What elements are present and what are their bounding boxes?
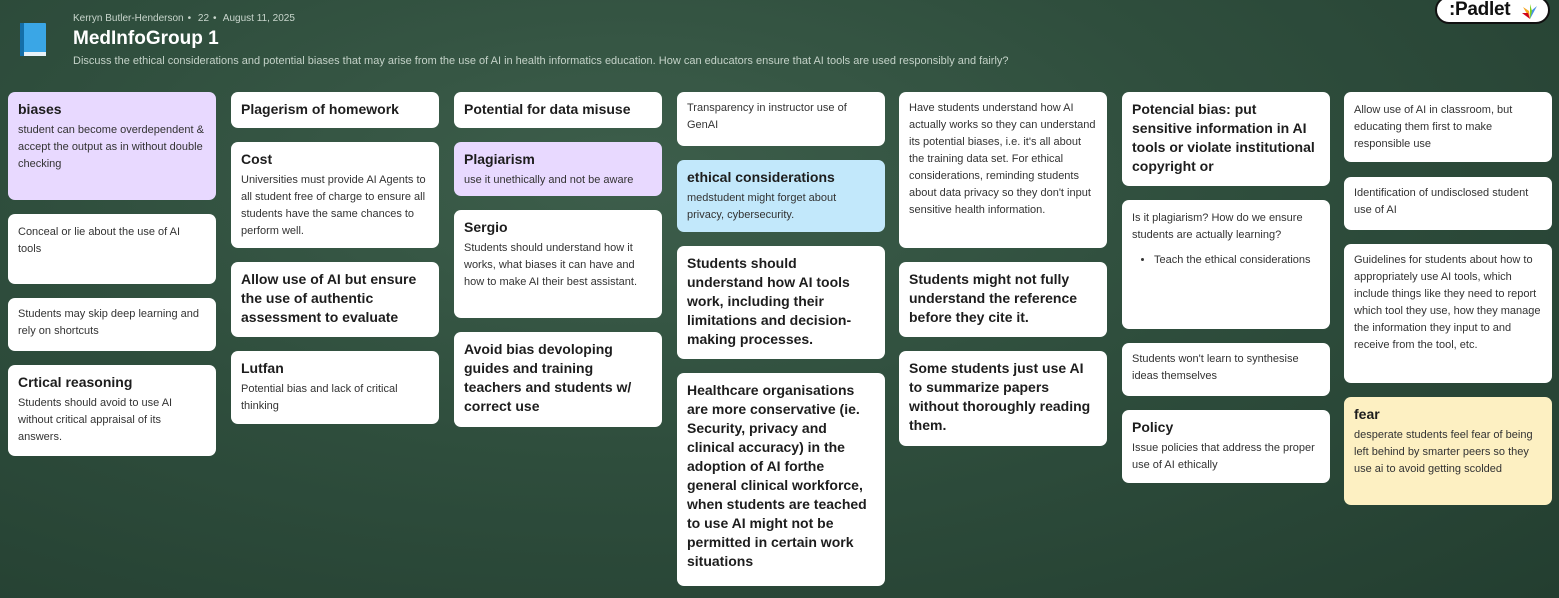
post-body: student can become overdependent & accept the output as in without double checking <box>18 124 204 170</box>
post-title: fear <box>1354 406 1380 422</box>
post-body: Transparency in instructor use of GenAI <box>687 102 847 131</box>
post-card[interactable] <box>231 351 439 424</box>
post-title: Cost <box>241 151 273 167</box>
post-title: Students should understand how AI tools work, including their limitations and decision-making processes. <box>687 255 852 347</box>
post-title: Lutfan <box>241 360 284 376</box>
post-title: Students might not fully understand the reference before they cite it. <box>909 271 1078 325</box>
post-card[interactable] <box>677 246 885 359</box>
post-title: Avoid bias devoloping guides and training teachers and students w/ correct use <box>464 341 632 414</box>
post-title: Policy <box>1132 419 1174 435</box>
post-body: Identification of undisclosed student use of AI <box>1354 187 1529 216</box>
post-body: use it unethically and not be aware <box>464 174 634 186</box>
post-card[interactable] <box>8 365 216 456</box>
padlet-mark-icon <box>1520 1 1540 21</box>
post-title: Plagiarism <box>464 151 535 167</box>
post-card[interactable] <box>1344 177 1552 230</box>
post-title: Healthcare organisations are more conservative (ie. Security, privacy and clinical accuracy) in the adoption of AI forthe general clinical workforce, when students are teached to use AI might not be permitted in certain work situations <box>687 382 867 569</box>
book-icon <box>17 22 49 58</box>
post-card[interactable] <box>1122 200 1330 329</box>
post-title: Potencial bias: put sensitive information in AI tools or violate institutional copyright or <box>1132 101 1315 174</box>
post-card[interactable] <box>454 142 662 196</box>
post-card[interactable] <box>1344 397 1552 505</box>
post-body: Students should understand how it works, what biases it can have and how to make AI their best assistant. <box>464 242 638 288</box>
post-card[interactable] <box>1122 92 1330 186</box>
post-body: Guidelines for students about how to appropriately use AI tools, which include things like they need to report which tool they use, how they manage the information they input to and receive from the tool, etc. <box>1354 254 1541 351</box>
board-title: MedInfoGroup 1 <box>73 28 219 49</box>
post-body: Students won't learn to synthesise ideas themselves <box>1132 353 1299 382</box>
post-card[interactable] <box>8 92 216 200</box>
bullet-item: • Teach the ethical considerations <box>1154 252 1320 269</box>
post-body: Issue policies that address the proper use of AI ethically <box>1132 442 1315 471</box>
post-card[interactable] <box>454 332 662 427</box>
post-card[interactable] <box>677 160 885 232</box>
post-body: Conceal or lie about the use of AI tools <box>18 226 181 255</box>
post-card[interactable] <box>231 92 439 128</box>
post-title: Plagerism of homework <box>241 101 399 117</box>
padlet-logo-text: :Padlet <box>1449 0 1511 20</box>
post-body <box>1132 210 1320 269</box>
post-count: 22 <box>197 13 210 24</box>
board-meta: Kerryn Butler-Henderson • 22 • August 11, 2025 <box>73 13 295 24</box>
post-title: Crtical reasoning <box>18 374 133 390</box>
post-card[interactable] <box>1122 410 1330 483</box>
post-card[interactable] <box>677 373 885 586</box>
post-title: Allow use of AI but ensure the use of authentic assessment to evaluate <box>241 271 417 325</box>
post-body: medstudent might forget about privacy, cybersecurity. <box>687 192 837 221</box>
post-card[interactable] <box>8 214 216 284</box>
post-question: Is it plagiarism? How do we ensure students are actually learning? <box>1132 212 1303 241</box>
board-description: Discuss the ethical considerations and potential biases that may arise from the use of AI in health informatics education. How can educators ensure that AI tools are used responsibly and fairly? <box>73 55 1009 67</box>
post-title: Potential for data misuse <box>464 101 631 117</box>
post-title: Some students just use AI to summarize papers without thoroughly reading them. <box>909 360 1091 433</box>
post-title: Sergio <box>464 219 508 235</box>
post-title: biases <box>18 101 62 117</box>
post-body: Allow use of AI in classroom, but educating them first to make responsible use <box>1354 104 1513 150</box>
post-card[interactable] <box>677 92 885 146</box>
post-card[interactable] <box>454 210 662 318</box>
post-title: ethical considerations <box>687 169 835 185</box>
padlet-logo[interactable] <box>1435 0 1550 24</box>
post-card[interactable] <box>1344 92 1552 162</box>
post-card[interactable] <box>454 92 662 128</box>
post-card[interactable] <box>899 262 1107 337</box>
post-card[interactable] <box>899 92 1107 248</box>
board-header <box>0 0 1559 80</box>
post-body: Students may skip deep learning and rely on shortcuts <box>18 308 200 337</box>
post-card[interactable] <box>231 262 439 337</box>
post-card[interactable] <box>1122 343 1330 396</box>
post-card[interactable] <box>231 142 439 248</box>
post-card[interactable] <box>899 351 1107 446</box>
post-body: Universities must provide AI Agents to all student free of charge to ensure all students have the same chances to perform well. <box>241 174 426 237</box>
post-body: Potential bias and lack of critical thinking <box>241 383 398 412</box>
post-body: desperate students feel fear of being left behind by smarter peers so they use ai to avoid getting scolded <box>1354 429 1533 475</box>
post-body: Students should avoid to use AI without critical appraisal of its answers. <box>18 397 173 443</box>
post-card[interactable] <box>1344 244 1552 383</box>
author-name[interactable]: Kerryn Butler-Henderson <box>73 13 184 24</box>
post-body: Have students understand how AI actually works so they can understand its potential biases, i.e. it's all about the training data set. For ethical considerations, reminding students about data privacy so they don't input sensitive health information. <box>909 102 1096 216</box>
bullet-list <box>1132 252 1320 269</box>
board-date: August 11, 2025 <box>222 13 295 24</box>
post-card[interactable] <box>8 298 216 351</box>
